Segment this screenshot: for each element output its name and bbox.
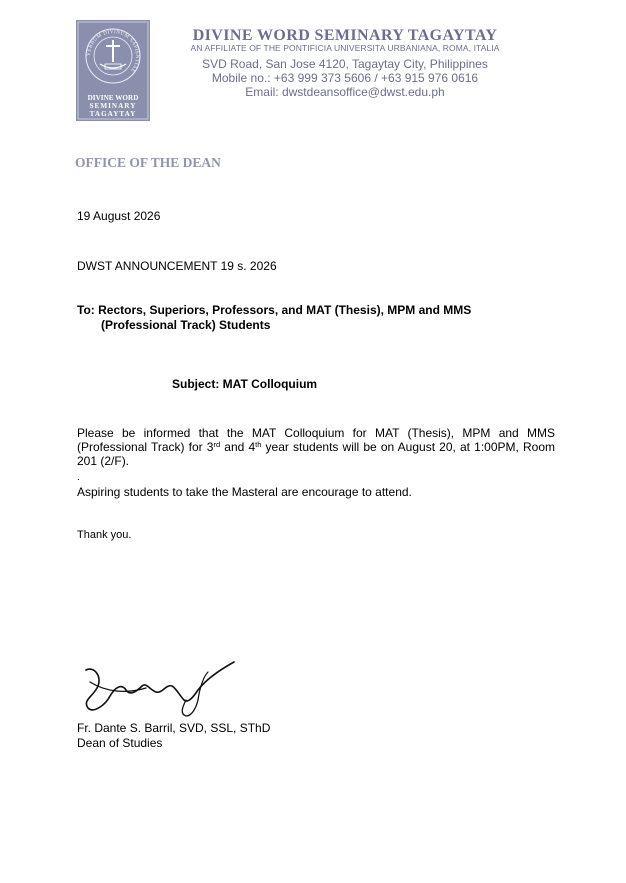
closing-thanks: Thank you. [77, 529, 132, 541]
signer-title: Dean of Studies [77, 736, 163, 750]
svg-text:DIVINE WORD: DIVINE WORD [87, 94, 139, 102]
stray-period: . [77, 472, 80, 483]
svg-text:VERBUM DIVINUM SAPIENTIAE: VERBUM DIVINUM SAPIENTIAE [85, 28, 141, 74]
seminary-logo [76, 20, 150, 121]
recipients-line-2: (Professional Track) Students [101, 318, 271, 332]
signer-name: Fr. Dante S. Barril, SVD, SSL, SThD [77, 721, 271, 735]
svg-text:TAGAYTAY: TAGAYTAY [89, 110, 137, 118]
mobile-line: Mobile no.: +63 999 373 5606 / +63 915 976 0616 [211, 71, 479, 85]
invitation-line: Aspiring students to take the Masteral are encourage to attend. [77, 485, 412, 499]
letter-date: 19 August 2026 [77, 209, 161, 223]
recipients-line-1: To: Rectors, Superiors, Professors, and MAT (Thesis), MPM and MMS [77, 303, 472, 317]
address-line: SVD Road, San Jose 4120, Tagaytay City, Philippines [202, 57, 488, 71]
seminary-name: DIVINE WORD SEMINARY TAGAYTAY [192, 27, 498, 44]
svg-text:SEMINARY: SEMINARY [89, 102, 137, 110]
subject-line: Subject: MAT Colloquium [172, 377, 318, 391]
announcement-paragraph: Please be informed that the MAT Colloquium for MAT (Thesis), MPM and MMS (Professional Track) for 3rd and 4th year students will be on August 20, at 1:00PM, Room 201 (2/F). [77, 426, 555, 468]
affiliation-line: AN AFFILIATE OF THE PONTIFICIA UNIVERSITA URBANIANA, ROMA, ITALIA [190, 43, 500, 53]
announcement-number: DWST ANNOUNCEMENT 19 s. 2026 [77, 259, 277, 273]
handwritten-signature [76, 656, 238, 718]
email-line: Email: dwstdeansoffice@dwst.edu.ph [245, 85, 445, 99]
office-heading: OFFICE OF THE DEAN [75, 155, 221, 170]
